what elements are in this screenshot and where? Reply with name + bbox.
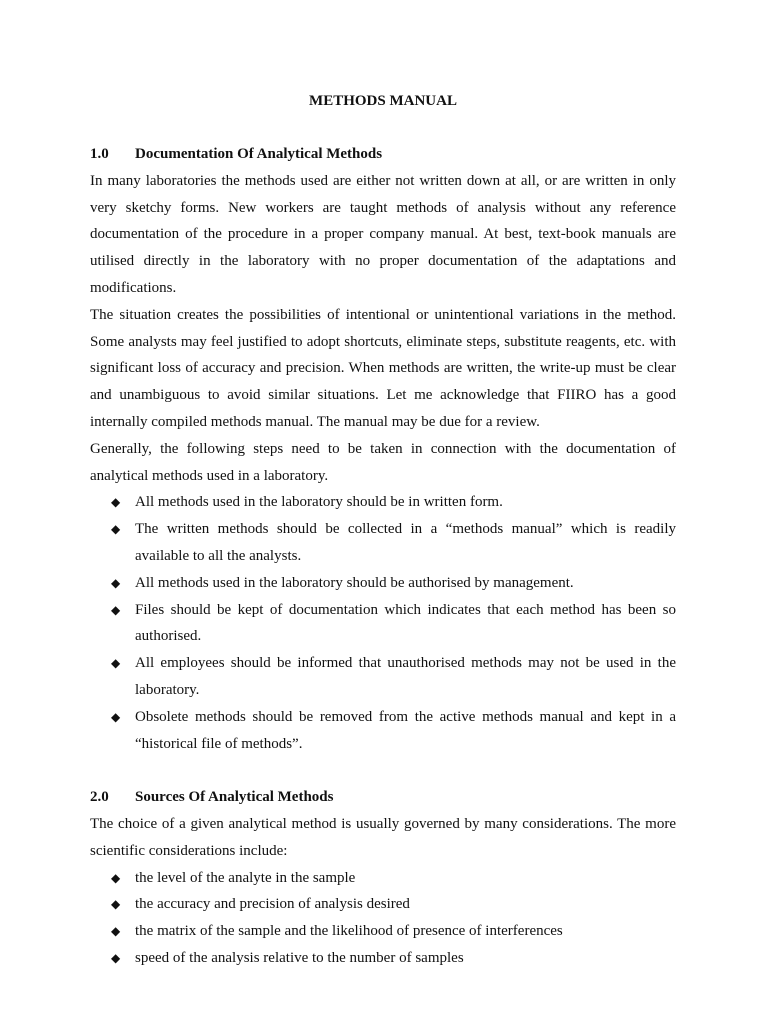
paragraph: The situation creates the possibilities of intentional or unintentional variations in the method. Some analysts may feel justified to adopt shortcuts, eliminate steps, substitute reagents, etc. with significant loss of accuracy and precision. When methods are written, the write-up must be clear and unambiguous to avoid similar situations. Let me acknowledge that FIIRO has a good internally compiled methods manual. The manual may be due for a review. — [90, 306, 676, 430]
bullet-list — [90, 489, 676, 757]
list-item-text: the accuracy and precision of analysis desired — [135, 896, 410, 913]
list-item-text: All methods used in the laboratory should be authorised by management. — [135, 574, 574, 591]
list-item-text: All methods used in the laboratory should be in written form. — [135, 494, 503, 511]
list-item — [90, 945, 676, 972]
section-title: Documentation Of Analytical Methods — [135, 146, 383, 162]
list-item-text: the level of the analyte in the sample — [135, 869, 356, 886]
paragraph: The choice of a given analytical method is usually governed by many considerations. The more scientific considerations include: — [90, 815, 676, 859]
diamond-bullet-icon: ◆ — [111, 495, 121, 510]
section-title: Sources Of Analytical Methods — [135, 789, 334, 806]
list-item — [90, 650, 676, 704]
document-title: METHODS MANUAL — [309, 93, 457, 109]
diamond-bullet-icon: ◆ — [111, 656, 121, 671]
list-item-text: Files should be kept of documentation which indicates that each method has been so authorised. — [135, 601, 676, 645]
diamond-bullet-icon: ◆ — [111, 709, 121, 724]
diamond-bullet-icon: ◆ — [111, 870, 121, 885]
list-item-text: speed of the analysis relative to the number of samples — [135, 949, 464, 966]
list-item — [90, 516, 676, 570]
list-item-text: All employees should be informed that unauthorised methods may not be used in the laboratory. — [135, 655, 676, 698]
section-number: 2.0 — [90, 789, 109, 806]
list-item-text: The written methods should be collected in a “methods manual” which is readily available to all the analysts. — [135, 521, 676, 564]
diamond-bullet-icon: ◆ — [111, 924, 121, 939]
paragraph: Generally, the following steps need to be taken in connection with the documentation of analytical methods used in a laboratory. — [90, 440, 676, 484]
list-item — [90, 489, 676, 516]
section-number: 1.0 — [90, 146, 109, 162]
section-heading — [90, 141, 676, 168]
list-item — [90, 597, 676, 651]
section-heading — [90, 784, 676, 811]
paragraph: In many laboratories the methods used are either not written down at all, or are written in only very sketchy forms. New workers are taught methods of analysis without any reference documentation of the procedure in a proper company manual. At best, text-book manuals are utilised directly in the laboratory with no proper documentation of the adaptations and modifications. — [90, 172, 676, 296]
document-page — [90, 88, 676, 972]
diamond-bullet-icon: ◆ — [111, 897, 121, 912]
list-item — [90, 918, 676, 945]
list-item — [90, 704, 676, 758]
diamond-bullet-icon: ◆ — [111, 950, 121, 965]
diamond-bullet-icon: ◆ — [111, 602, 121, 617]
bullet-list — [90, 865, 676, 972]
section-spacer — [90, 757, 676, 784]
list-item-text: Obsolete methods should be removed from the active methods manual and kept in a “historical file of methods”. — [135, 708, 676, 752]
diamond-bullet-icon: ◆ — [111, 575, 121, 590]
list-item — [90, 865, 676, 892]
list-item — [90, 570, 676, 597]
diamond-bullet-icon: ◆ — [111, 522, 121, 537]
list-item-text: the matrix of the sample and the likelihood of presence of interferences — [135, 923, 563, 940]
list-item — [90, 891, 676, 918]
